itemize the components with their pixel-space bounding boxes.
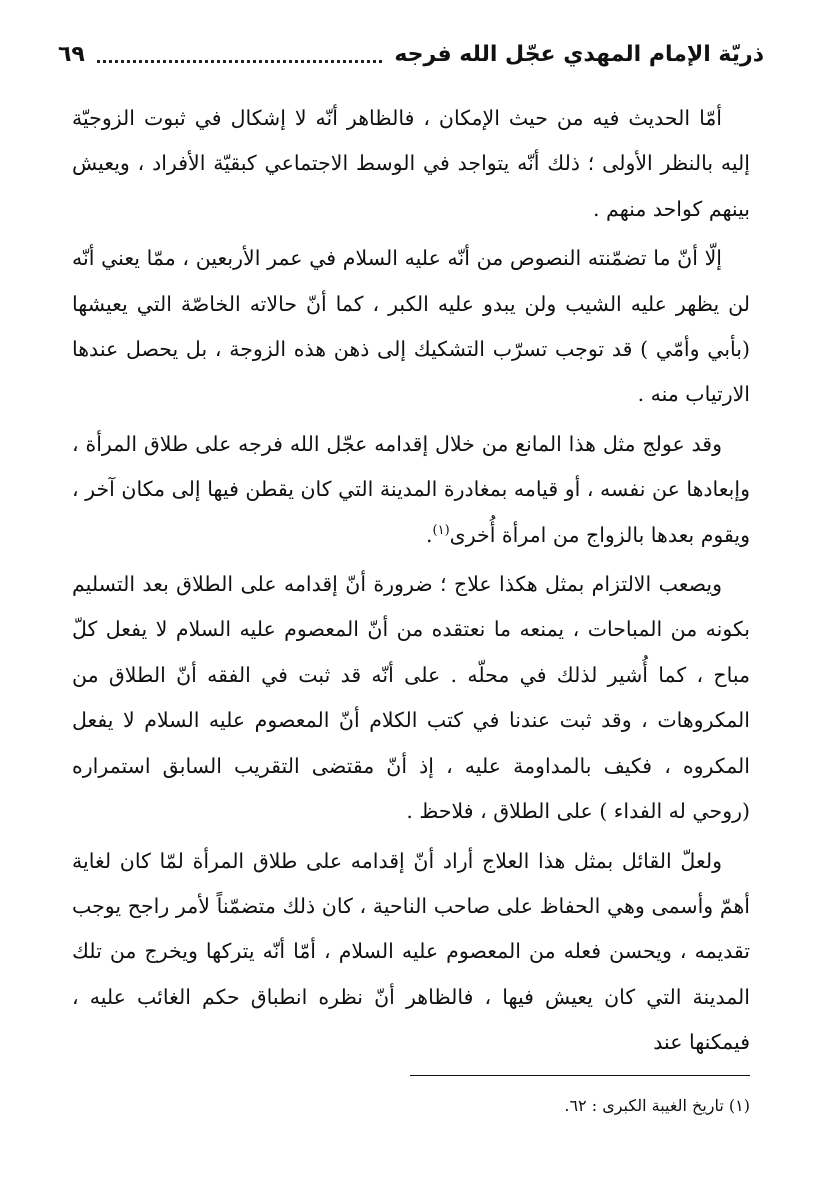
footnote-reference[interactable]: (١) [432, 522, 450, 538]
paragraph-4: ويصعب الالتزام بمثل هكذا علاج ؛ ضرورة أنّ إقدامه على الطلاق بعد التسليم بكونه من المباحات ، يمنعه ما نعتقده من أنّ المعصوم عليه السلام لا يفعل كلّ مباح ، كما أُشير لذلك في محلّه . على أنّه قد ثبت في الفقه أنّ الطلاق من المكروهات ، وقد ثبت عندنا في كتب الكلام أنّ المعصوم عليه السلام لا يفعل المكروه ، فكيف بالمداومة عليه ، إذ أنّ مقتضى التقريب السابق استمراره (روحي له الفداء ) على الطلاق ، فلاحظ . [72, 572, 750, 824]
paragraph-3-end: . [426, 522, 433, 547]
paragraph-2: إلّا أنّ ما تضمّنته النصوص من أنّه عليه السلام في عمر الأربعين ، ممّا يعني أنّه لن يظهر عليه الشيب ولن يبدو عليه الكبر ، كما أنّ حالاته الخاصّة التي يعيشها (بأبي وأمّي ) قد توجب تسرّب التشكيك إلى ذهن هذه الزوجة ، بل يحصل عندها الارتياب منه . [72, 246, 750, 407]
main-text [72, 96, 750, 1068]
running-title: ذريّة الإمام المهدي عجّل الله فرجه [394, 41, 764, 67]
page-number: ٦٩ [58, 41, 85, 67]
paragraph-3-text: وقد عولج مثل هذا المانع من خلال إقدامه عجّل الله فرجه على طلاق المرأة ، وإبعادها عن نفسه ، أو قيامه بمغادرة المدينة التي كان يقطن فيها إلى مكان آخر ، ويقوم بعدها بالزواج من امرأة أُخرى [72, 431, 750, 547]
paragraph-3 [72, 422, 750, 558]
paragraph-5: ولعلّ القائل بمثل هذا العلاج أراد أنّ إقدامه على طلاق المرأة لمّا كان لغاية أهمّ وأسمى وهي الحفاظ على صاحب الناحية ، كان ذلك متضمّناً لأمر راجح يوجب تقديمه ، ويحسن فعله من المعصوم عليه السلام ، أمّا أنّه يتركها ويخرج من تلك المدينة التي كان يعيش فيها ، فالظاهر أنّ نظره انطباق حكم الغائب عليه ، فيمكنها عند [72, 848, 750, 1055]
footnote-divider [410, 1075, 750, 1076]
paragraph-1: أمّا الحديث فيه من حيث الإمكان ، فالظاهر أنّه لا إشكال في ثبوت الزوجيّة إليه بالنظر الأولى ؛ ذلك أنّه يتواجد في الوسط الاجتماعي كبقيّة الأفراد ، ويعيش بينهم كواحد منهم . [72, 106, 750, 221]
header-dot-leader [97, 46, 382, 63]
page-header [58, 34, 764, 74]
footnote-text: (١) تاريخ الغيبة الكبرى : ٦٢. [564, 1096, 750, 1115]
